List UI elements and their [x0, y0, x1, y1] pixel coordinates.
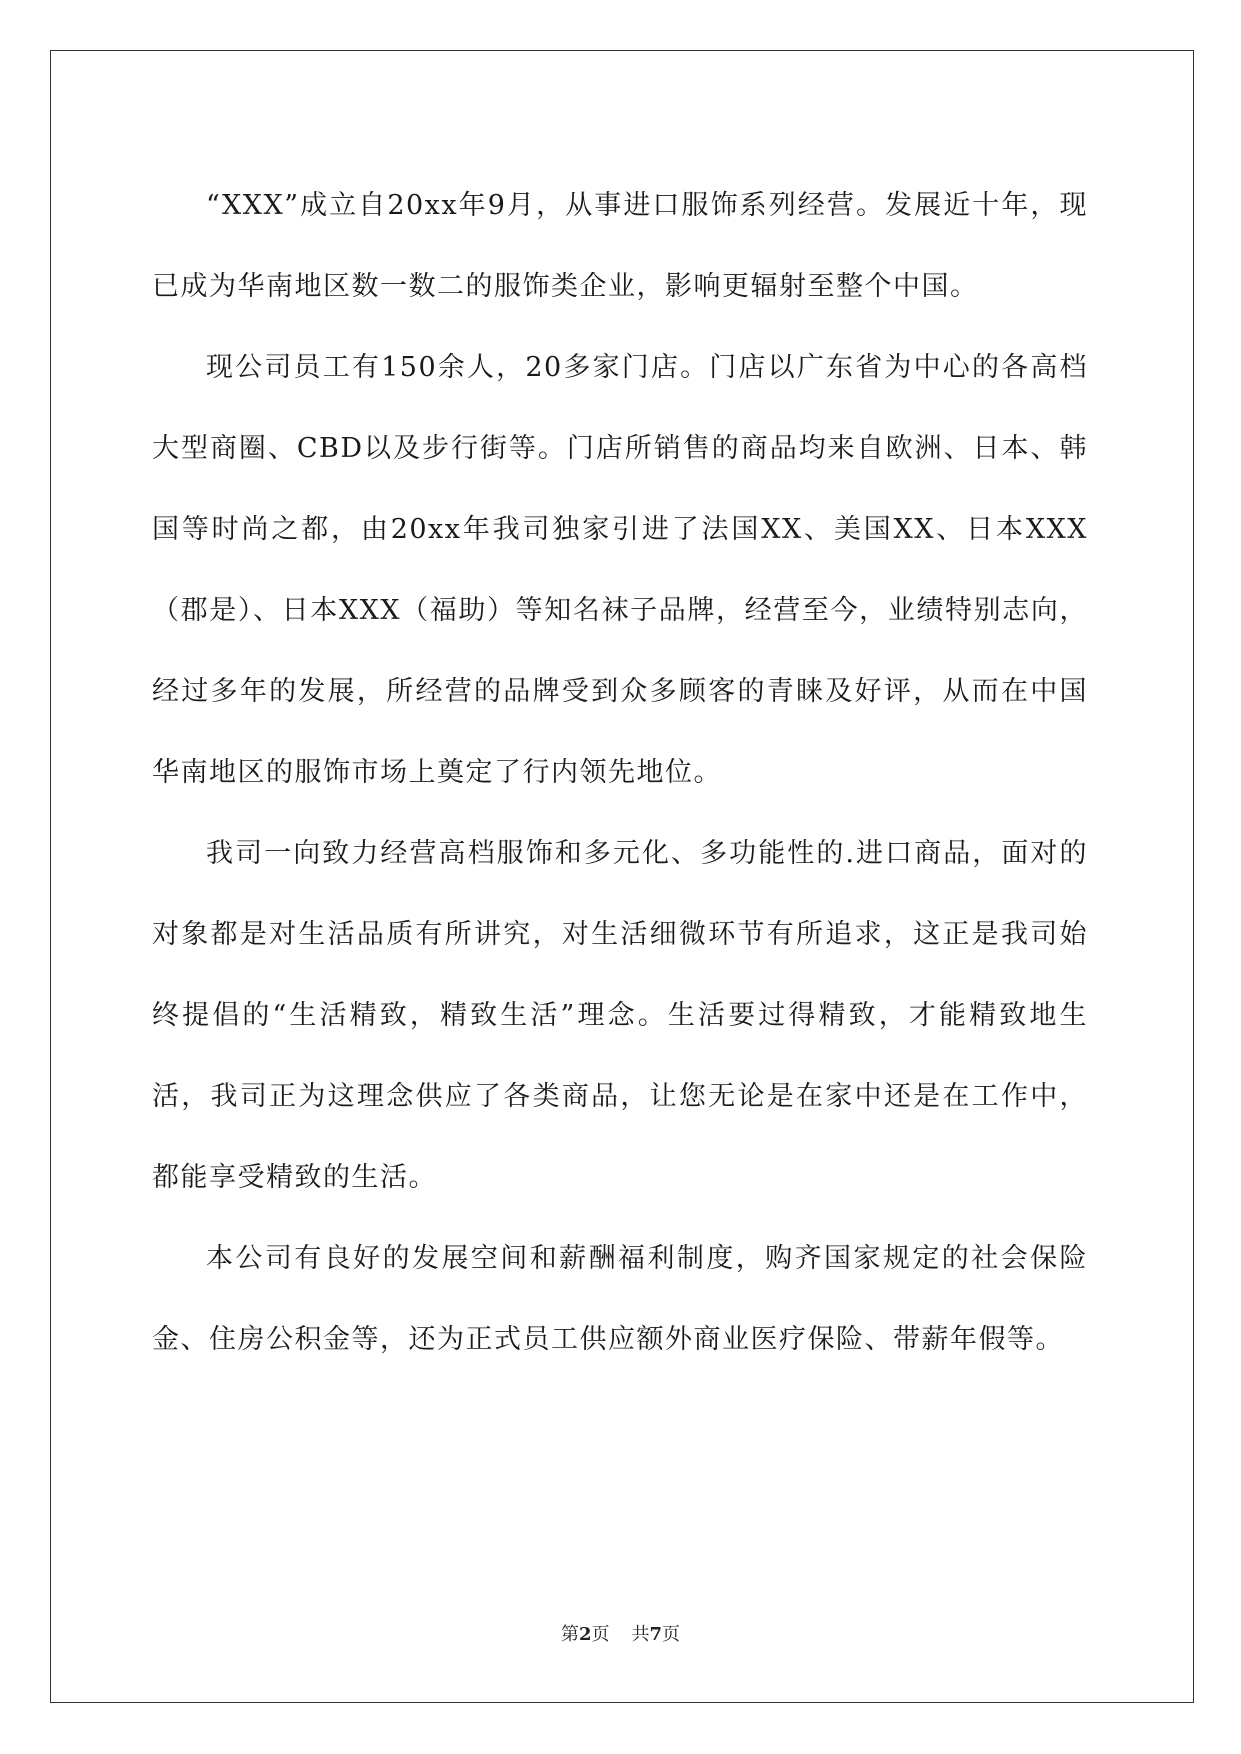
total-label-suffix: 页 — [662, 1624, 681, 1645]
page-label-suffix: 页 — [591, 1624, 610, 1645]
current-page-number: 2 — [578, 1624, 592, 1645]
paragraph-staff-and-stores: 现公司员工有150余人，20多家门店。门店以广东省为中心的各高档大型商圈、CBD以及步行街等。门店所销售的商品均来自欧洲、日本、韩国等时尚之都，由20xx年我司独家引进了法国XX、美国XX、日本XXX（郡是）、日本XXX（福助）等知名袜子品牌，经营至今，业绩特别志向，经过多年的发展，所经营的品牌受到众多顾客的青睐及好评，从而在中国华南地区的服饰市场上奠定了行内领先地位。 — [152, 352, 1088, 788]
page-footer — [0, 1620, 1241, 1646]
paragraph-company-founding: “XXX”成立自20xx年9月，从事进口服饰系列经营。发展近十年，现已成为华南地区数一数二的服饰类企业，影响更辐射至整个中国。 — [152, 190, 1088, 302]
total-label-prefix: 共 — [631, 1624, 650, 1645]
document-body — [152, 165, 1088, 1380]
page-label-prefix: 第 — [560, 1624, 579, 1645]
total-page-count: 7 — [649, 1624, 663, 1645]
paragraph-business-philosophy: 我司一向致力经营高档服饰和多元化、多功能性的.进口商品，面对的对象都是对生活品质有所讲究，对生活细微环节有所追求，这正是我司始终提倡的“生活精致，精致生活”理念。生活要过得精致，才能精致地生活，我司正为这理念供应了各类商品，让您无论是在家中还是在工作中，都能享受精致的生活。 — [152, 838, 1088, 1193]
paragraph-benefits: 本公司有良好的发展空间和薪酬福利制度，购齐国家规定的社会保险金、住房公积金等，还为正式员工供应额外商业医疗保险、带薪年假等。 — [152, 1243, 1088, 1355]
